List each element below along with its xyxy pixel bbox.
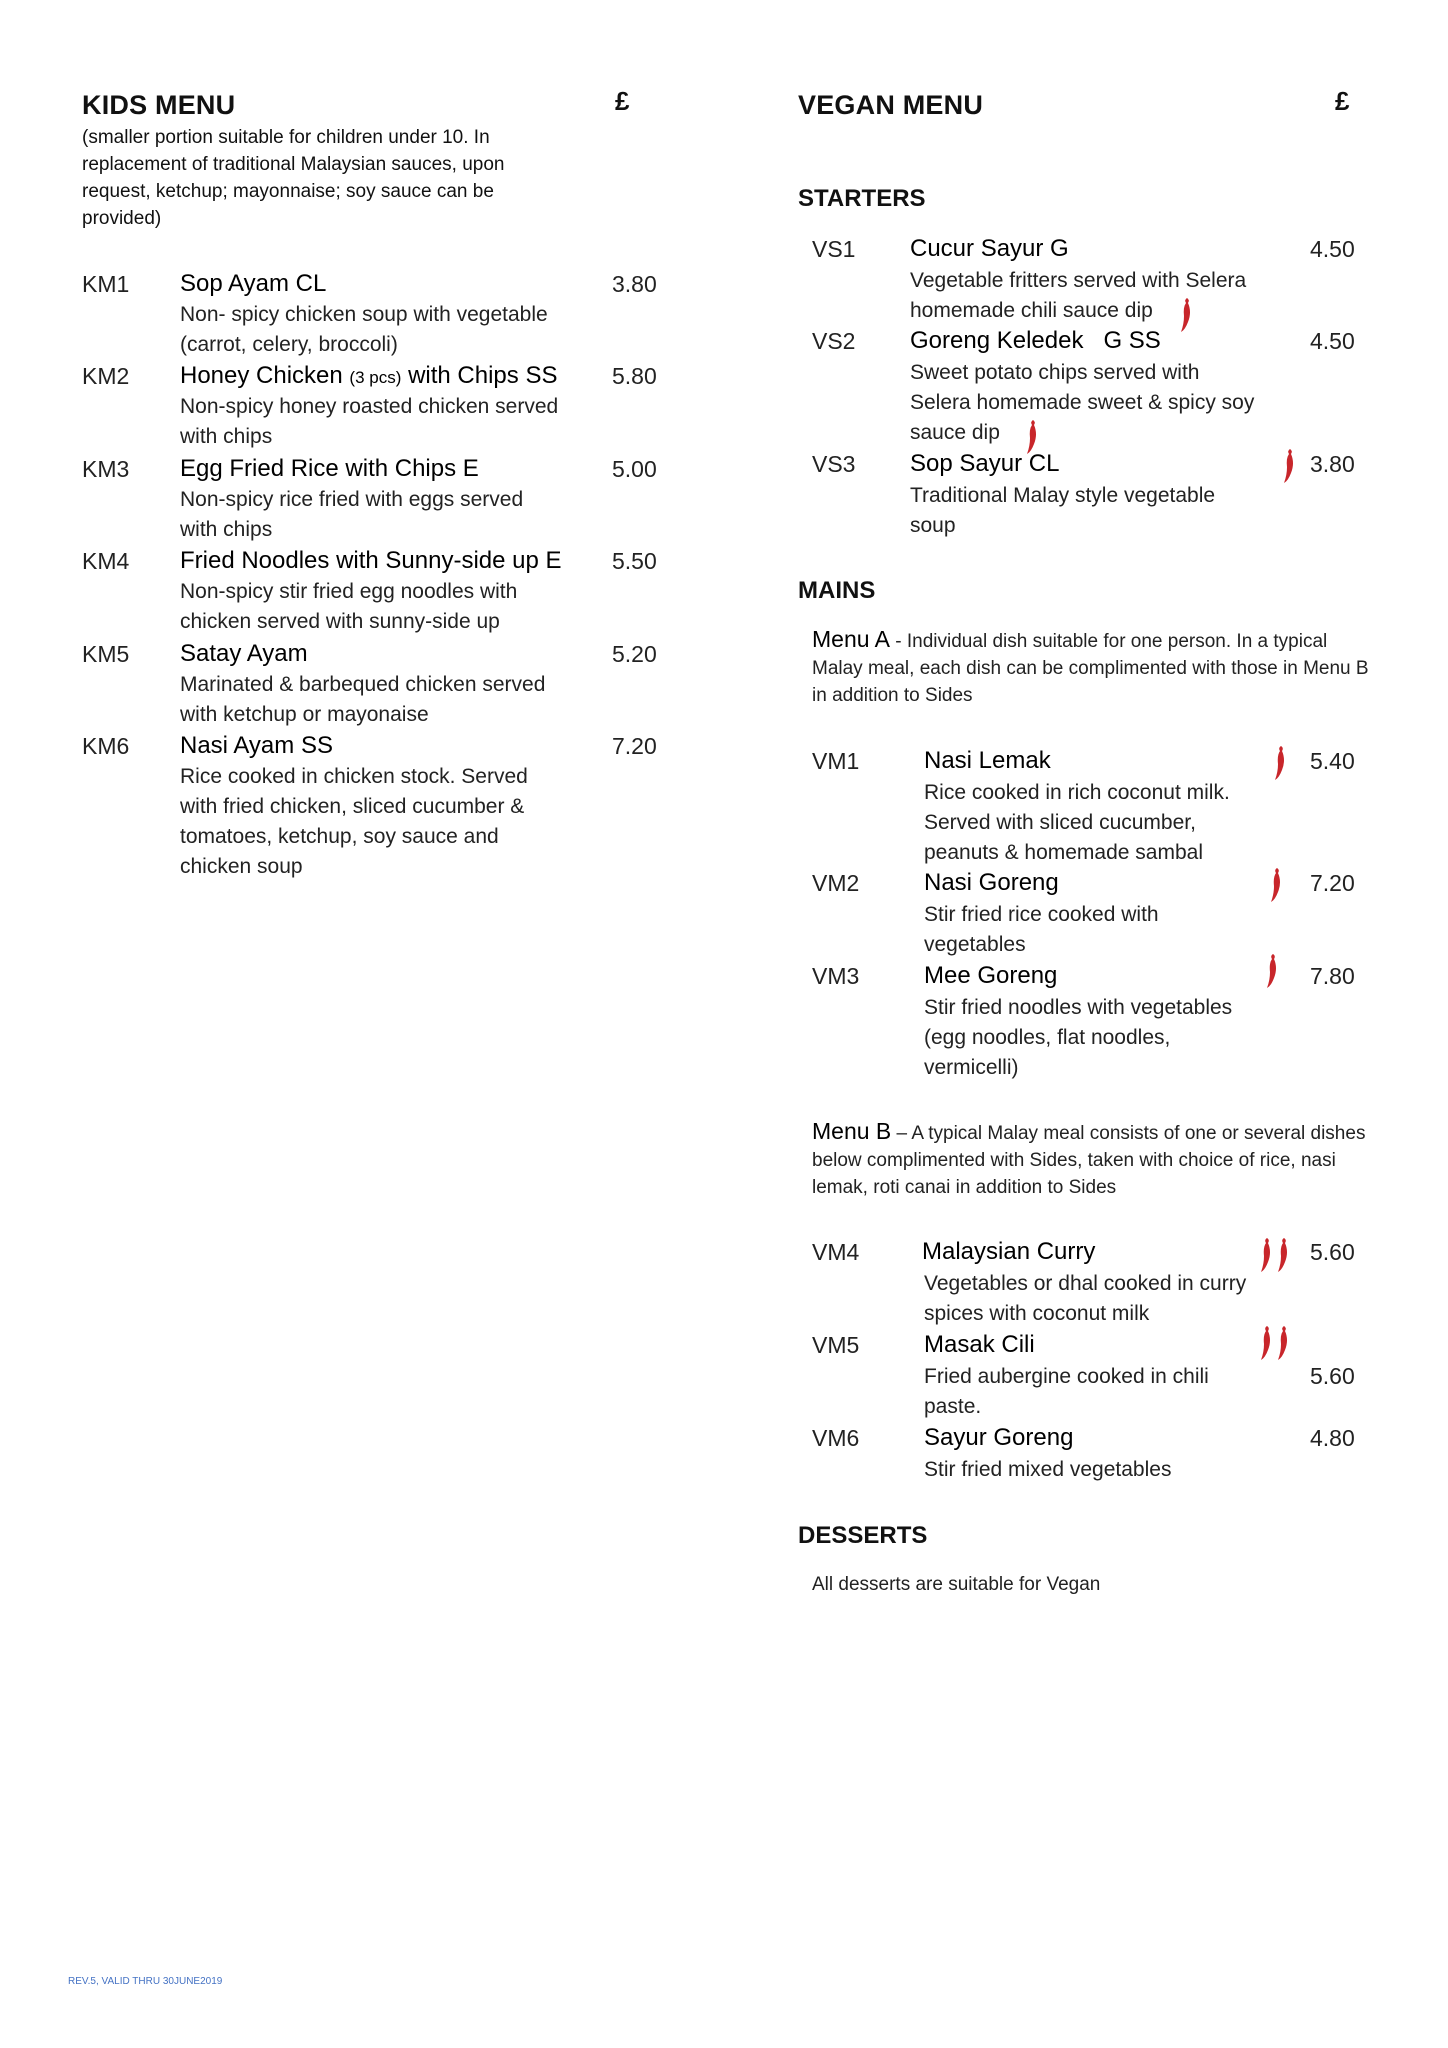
item-code: KM6	[82, 733, 130, 759]
dish-price: 5.80	[612, 363, 657, 389]
desserts-note: All desserts are suitable for Vegan	[812, 1574, 1101, 1595]
dish-description: Vegetable fritters served with Selera homemade chili sauce dip	[910, 269, 1247, 322]
vegan-menu-title: VEGAN MENU	[798, 90, 984, 120]
dish-price: 5.00	[612, 456, 657, 482]
chili-icon	[1272, 744, 1288, 782]
dish-name: Egg Fried Rice with Chips E	[180, 455, 479, 482]
dish-price: 5.20	[612, 641, 657, 667]
dish-name: Malaysian Curry	[922, 1238, 1096, 1265]
dish-name: Satay Ayam	[180, 640, 308, 667]
dish-description: Stir fried mixed vegetables	[924, 1458, 1172, 1481]
dish-description: Sweet potato chips served with Selera homemade sweet & spicy soy sauce dip	[910, 361, 1255, 444]
dish-price: 5.60	[1310, 1363, 1355, 1389]
dish-name: Sop Ayam CL	[180, 270, 327, 297]
dish-name: Masak Cili	[924, 1331, 1035, 1358]
dish-price: 5.60	[1310, 1239, 1355, 1265]
item-code: VS2	[812, 328, 856, 354]
mains-heading: MAINS	[798, 577, 876, 604]
item-code: VM5	[812, 1332, 860, 1358]
dish-description: Rice cooked in rich coconut milk. Served with sliced cucumber, peanuts & homemade sambal	[924, 781, 1230, 864]
double-chili-icon	[1258, 1236, 1292, 1274]
dish-description: Traditional Malay style vegetable soup	[910, 484, 1216, 537]
dish-name: Fried Noodles with Sunny-side up E	[180, 547, 562, 574]
menu-a-description: Menu A - Individual dish suitable for one person. In a typical Malay meal, each dish can be complimented with those in Menu B in addition to Sides	[812, 626, 1369, 706]
chili-icon	[1264, 952, 1280, 990]
dish-price: 7.20	[612, 733, 657, 759]
dish-price: 7.20	[1310, 870, 1355, 896]
dish-description: Vegetables or dhal cooked in curry spices with coconut milk	[924, 1272, 1247, 1325]
item-code: VS1	[812, 236, 856, 262]
revision-footer: REV.5, VALID THRU 30JUNE2019	[68, 1976, 223, 1987]
item-code: KM1	[82, 271, 130, 297]
dish-price: 4.80	[1310, 1425, 1355, 1451]
vegan-currency-symbol: £	[1335, 86, 1350, 116]
dish-price: 5.50	[612, 548, 657, 574]
dish-price: 7.80	[1310, 963, 1355, 989]
dish-name: Goreng Keledek G SS	[910, 327, 1161, 354]
dish-description: Non- spicy chicken soup with vegetable (carrot, celery, broccoli)	[180, 303, 548, 356]
dish-name: Nasi Goreng	[924, 869, 1059, 896]
dish-name: Honey Chicken (3 pcs) with Chips SS	[180, 362, 558, 389]
dish-name: Sop Sayur CL	[910, 450, 1060, 477]
item-code: VM4	[812, 1239, 860, 1265]
chili-icon	[1178, 296, 1194, 334]
item-code: KM2	[82, 363, 130, 389]
dish-price: 5.40	[1310, 748, 1355, 774]
starters-heading: STARTERS	[798, 185, 926, 212]
double-chili-icon	[1258, 1324, 1292, 1362]
dish-price: 3.80	[1310, 451, 1355, 477]
dish-description: Stir fried rice cooked with vegetables	[924, 903, 1159, 956]
kids-menu-title: KIDS MENU	[82, 90, 236, 120]
item-code: VM2	[812, 870, 860, 896]
item-code: VM6	[812, 1425, 860, 1451]
dish-price: 4.50	[1310, 328, 1355, 354]
dish-description: Fried aubergine cooked in chili paste.	[924, 1365, 1209, 1418]
item-code: VM1	[812, 748, 860, 774]
dish-name: Nasi Lemak	[924, 747, 1051, 774]
kids-currency-symbol: £	[615, 86, 630, 116]
desserts-heading: DESSERTS	[798, 1522, 928, 1549]
dish-description: Stir fried noodles with vegetables (egg noodles, flat noodles, vermicelli)	[924, 996, 1233, 1079]
dish-price: 3.80	[612, 271, 657, 297]
kids-menu-intro: (smaller portion suitable for children under 10. In replacement of traditional Malaysian sauces, upon request, ketchup; mayonnaise; soy sauce can be provided)	[82, 127, 505, 229]
item-code: KM5	[82, 641, 130, 667]
dish-description: Rice cooked in chicken stock. Served with fried chicken, sliced cucumber & tomatoes, ketchup, soy sauce and chicken soup	[180, 765, 528, 878]
item-code: VS3	[812, 451, 856, 477]
menu-b-description: Menu B – A typical Malay meal consists of one or several dishes below complimented with Sides, taken with choice of rice, nasi lemak, roti canai in addition to Sides	[812, 1118, 1366, 1198]
dish-description: Non-spicy rice fried with eggs served with chips	[180, 488, 524, 541]
dish-name: Nasi Ayam SS	[180, 732, 333, 759]
dish-description: Marinated & barbequed chicken served with ketchup or mayonaise	[180, 673, 546, 726]
chili-icon	[1268, 866, 1284, 904]
item-code: VM3	[812, 963, 860, 989]
dish-name: Sayur Goreng	[924, 1424, 1074, 1451]
item-code: KM3	[82, 456, 130, 482]
dish-name: Cucur Sayur G	[910, 235, 1069, 262]
item-code: KM4	[82, 548, 130, 574]
dish-description: Non-spicy honey roasted chicken served with chips	[180, 395, 559, 448]
dish-description: Non-spicy stir fried egg noodles with chicken served with sunny-side up	[180, 580, 518, 633]
chili-icon	[1281, 447, 1297, 485]
dish-price: 4.50	[1310, 236, 1355, 262]
dish-name: Mee Goreng	[924, 962, 1058, 989]
